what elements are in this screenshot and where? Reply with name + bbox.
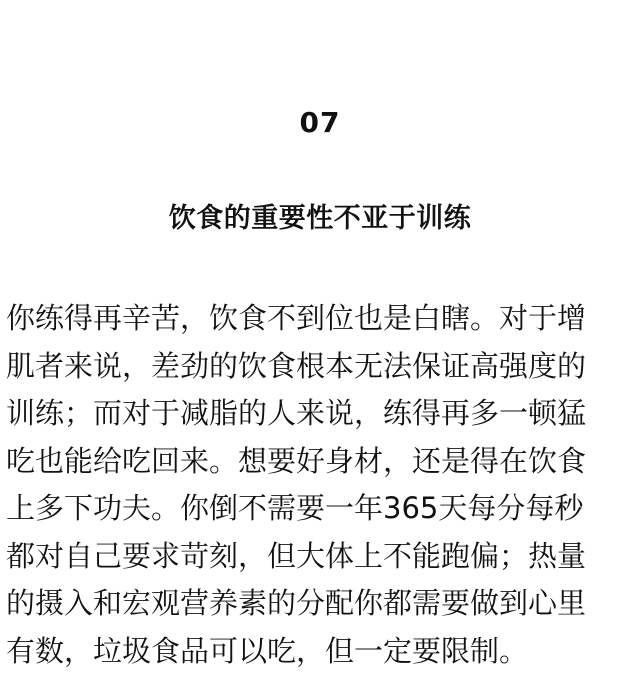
paragraph-line: 肌者来说，差劲的饮食根本无法保证高强度的 [6, 343, 634, 391]
paragraph-line: 吃也能给吃回来。想要好身材，还是得在饮食 [6, 438, 634, 486]
paragraph-line: 都对自己要求苛刻，但大体上不能跑偏；热量 [6, 533, 634, 581]
paragraph-line: 上多下功夫。你倒不需要一年365天每分每秒 [6, 485, 634, 533]
paragraph-line: 你练得再辛苦，饮食不到位也是白瞎。对于增 [6, 295, 634, 343]
section-number: 07 [0, 104, 640, 142]
paragraph-line: 的摄入和宏观营养素的分配你都需要做到心里 [6, 580, 634, 628]
paragraph-line: 训练；而对于减脂的人来说，练得再多一顿猛 [6, 390, 634, 438]
body-paragraph [6, 295, 634, 675]
paragraph-line: 有数，垃圾食品可以吃，但一定要限制。 [6, 628, 634, 675]
section-title: 饮食的重要性不亚于训练 [0, 197, 640, 241]
